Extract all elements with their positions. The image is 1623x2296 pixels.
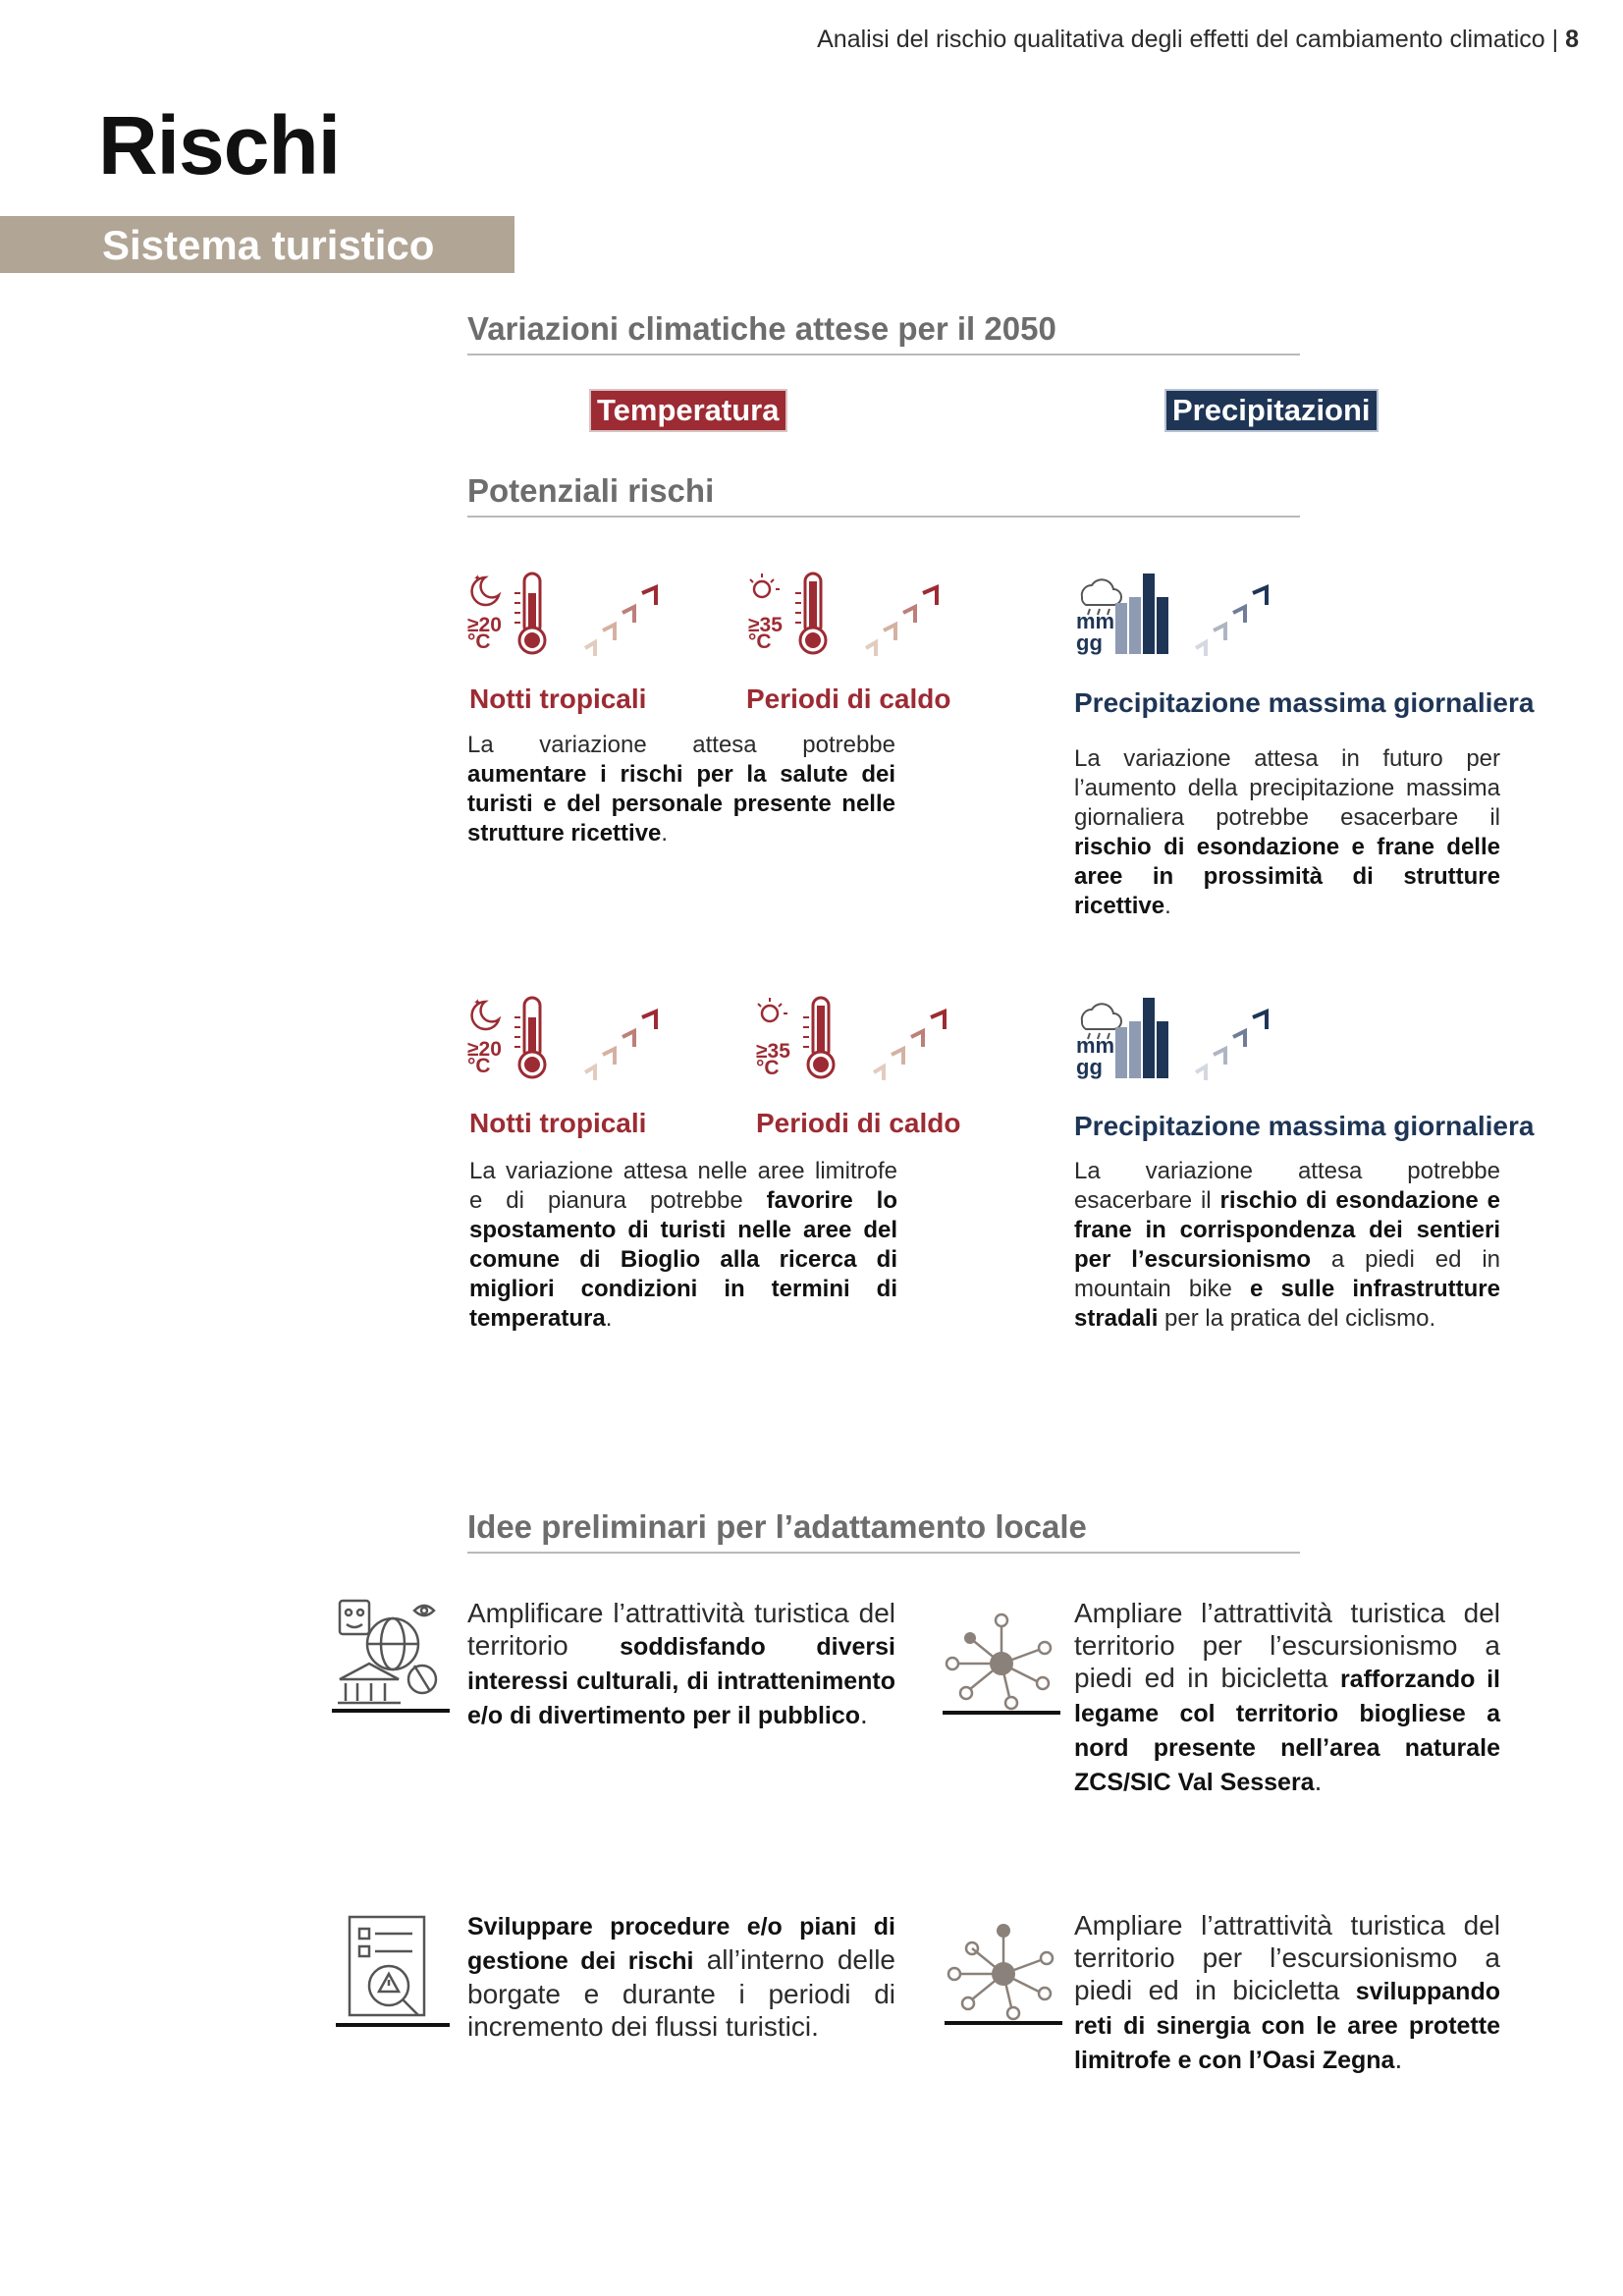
precipitation-title: Precipitazione massima giornaliera [1074,1111,1535,1141]
text-segment: . [860,1699,868,1729]
temp20-label: ≥20 [467,614,502,636]
bold-segment: favorire lo spostamento di turisti nelle aree del comune di Bioglio alla ricerca di migliori condizioni in termini di temperatura [469,1187,897,1332]
moon-star-icon [472,998,499,1029]
increase-arrows-icon [585,587,656,656]
adaptation-heading: Idee preliminari per l’adattamento locale [467,1508,1300,1554]
bold-segment: rischio di esondazione e frane delle aree in prossimità di strutture ricettive [1074,834,1500,919]
adaptation-text-4 [1074,1909,1500,2077]
text-segment: Ampliare l’attrattività turistica del territorio per l’escursionismo a piedi ed in bicicletta [1074,1598,1500,1693]
svg-text:✦: ✦ [473,998,482,1009]
rain-bars-icon [1115,574,1168,654]
bold-segment: e sulle infrastrutture stradali [1074,1276,1500,1332]
bold-segment: soddisfando diversi interessi culturali, di intrattenimento e/o di divertimento per il pubblico [467,1633,895,1729]
section-band [0,216,514,273]
temperature-risk-text-2 [469,1157,897,1334]
tropical-nights-icon-group [465,568,681,666]
increase-arrows-icon [874,1011,945,1080]
bold-segment: rischio di esondazione e frane in corrispondenza dei sentieri per l’escursionismo [1074,1187,1500,1273]
page-number: 8 [1565,26,1579,53]
risks-heading: Potenziali rischi [467,472,1300,518]
text-segment: La variazione attesa potrebbe [467,732,895,758]
network-icon [941,1611,1062,1719]
thermometer-icon [514,998,545,1077]
variations-heading: Variazioni climatiche attese per il 2050 [467,310,1300,355]
mm-label: mm [1076,1033,1115,1058]
temp35-label: ≥35 [748,614,783,636]
text-segment: La variazione attesa nelle aree limitrofe e di pianura potrebbe [469,1158,897,1214]
risk-plan-icon [332,1913,454,2031]
increase-arrows-icon [585,1011,656,1080]
thermometer-icon [803,998,834,1077]
gg-label: gg [1076,630,1103,655]
heat-periods-icon-group [754,992,970,1090]
sun-icon [750,574,780,597]
tropical-nights-icon-group [465,992,681,1090]
text-segment: . [1164,893,1171,919]
adaptation-text-1 [467,1597,895,1732]
running-title: Analisi del rischio qualitativa degli effetti del cambiamento climatico | [817,26,1559,53]
text-segment: . [1314,1766,1323,1796]
bold-segment: aumentare i rischi per la salute dei turisti e del personale presente nelle strutture ricettive [467,761,895,847]
precipitation-risk-text-1 [1074,744,1500,921]
text-segment: . [605,1305,613,1332]
text-segment: La variazione attesa potrebbe esacerbare il [1074,1158,1500,1214]
temperature-tag: Temperatura [589,389,787,432]
bold-segment: sviluppando reti di sinergia con le aree protette limitrofe e con l’Oasi Zegna [1074,1978,1500,2074]
gg-label: gg [1076,1055,1103,1079]
celsius-label: °C [748,630,772,653]
text-segment: Amplificare l’attrattività turistica del territorio [467,1598,895,1661]
adaptation-text-3 [467,1909,895,2043]
running-header [817,26,1579,54]
precipitation-risk-text-2 [1074,1157,1500,1334]
adaptation-text-2 [1074,1597,1500,1799]
text-segment: all’interno delle borgate e durante i periodi di incremento dei flussi turistici. [467,1944,895,2042]
increase-arrows-icon [866,587,937,656]
celsius-label: °C [756,1057,780,1079]
section-title: Sistema turistico [102,222,435,268]
celsius-label: °C [467,1055,491,1077]
network-icon [943,1921,1064,2029]
heat-periods-title: Periodi di caldo [746,683,951,714]
text-segment: Ampliare l’attrattività turistica del territorio per l’escursionismo a piedi ed in bicicletta [1074,1910,1500,2005]
increase-arrows-icon [1196,1011,1267,1080]
tropical-nights-title: Notti tropicali [469,683,647,714]
tropical-nights-title: Notti tropicali [469,1108,647,1138]
text-segment: per la pratica del ciclismo. [1158,1305,1436,1332]
increase-arrows-icon [1196,587,1267,656]
temp20-label: ≥20 [467,1038,502,1061]
moon-star-icon [472,574,499,605]
thermometer-icon [514,574,545,653]
text-segment: a piedi ed in mountain bike [1074,1246,1500,1302]
precipitation-icon-group [1076,568,1292,666]
precipitation-icon-group [1076,992,1292,1090]
culture-tourism-icon [332,1597,454,1715]
temp35-label: ≥35 [756,1040,790,1063]
temperature-risk-text-1 [467,731,895,848]
text-segment: . [661,820,669,847]
celsius-label: °C [467,630,491,653]
thermometer-icon [795,574,826,653]
sun-icon [758,998,787,1021]
svg-text:✦: ✦ [473,574,482,584]
page-title: Rischi [98,99,341,191]
bold-segment: Sviluppare procedure e/o piani di gestione dei rischi [467,1913,895,1975]
bold-segment: rafforzando il legame col territorio biogliese a nord presente nell’area naturale ZCS/SIC Val Sessera [1074,1666,1500,1796]
rain-bars-icon [1115,998,1168,1078]
text-segment: . [1394,2044,1403,2074]
mm-label: mm [1076,609,1115,633]
precipitation-tag: Precipitazioni [1164,389,1379,432]
text-segment: La variazione attesa in futuro per l’aumento della precipitazione massima giornaliera potrebbe esacerbare il [1074,745,1500,831]
precipitation-title: Precipitazione massima giornaliera [1074,687,1535,718]
heat-periods-icon-group [746,568,962,666]
heat-periods-title: Periodi di caldo [756,1108,961,1138]
